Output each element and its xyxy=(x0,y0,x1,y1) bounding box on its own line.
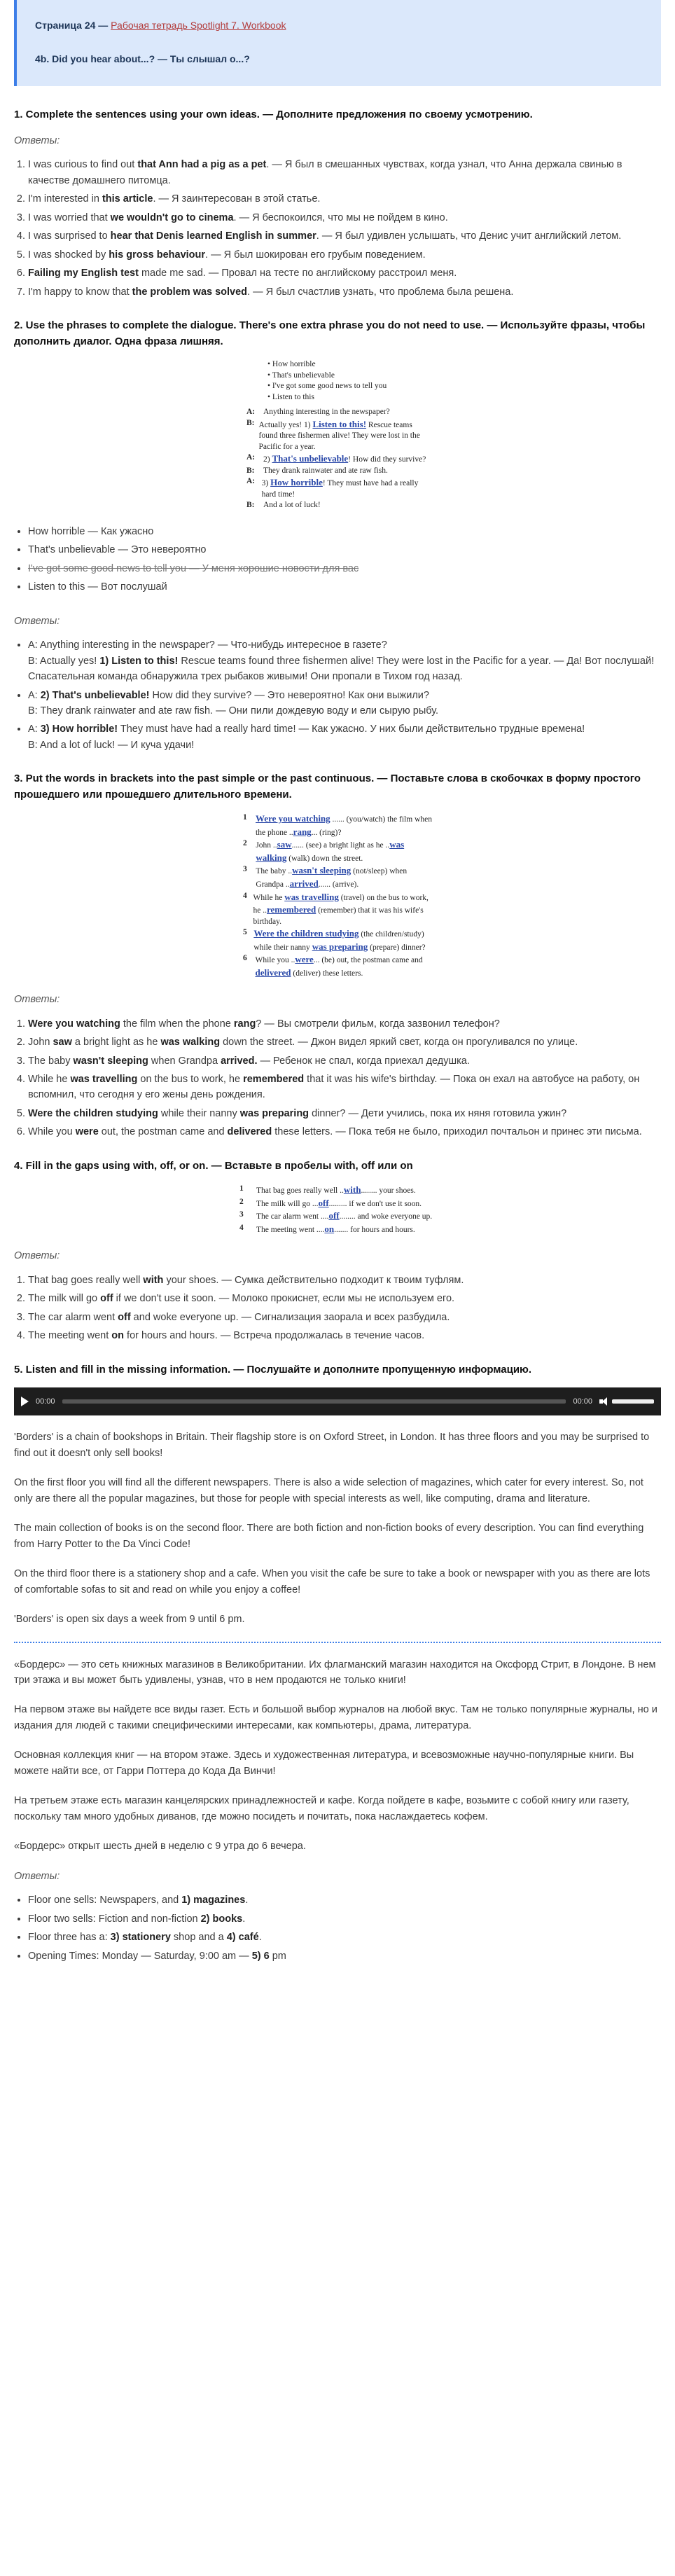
text-span: (remember) that it was his wife's birthday. xyxy=(253,906,424,926)
answer-item xyxy=(28,1291,661,1306)
exercise-text xyxy=(256,1184,416,1197)
phrase-option-text: How horrible xyxy=(272,360,316,369)
speaker-label: A: xyxy=(246,453,256,462)
answer-item xyxy=(28,1072,661,1103)
answers-label: Ответы: xyxy=(14,134,60,146)
answer-bold: with xyxy=(143,1274,164,1286)
text-span: The baby .. xyxy=(256,867,293,876)
answer-bold: his gross behaviour xyxy=(109,249,206,261)
answer-item xyxy=(28,284,661,300)
speaker-label: B: xyxy=(246,466,255,475)
handwritten-answer: arrived xyxy=(289,878,319,889)
handwritten-answer: That's unbelievable xyxy=(272,453,349,464)
text-span: How did they survive? — Это невероятно! Как они выжили? xyxy=(149,689,429,701)
dialogue-answer xyxy=(28,721,661,753)
answer-bold: 5) 6 xyxy=(251,1950,270,1962)
answer-bold: was walking xyxy=(160,1037,221,1048)
answer-item xyxy=(28,1273,661,1288)
text-span: while their nanny xyxy=(158,1107,240,1119)
task-3 xyxy=(14,771,661,1140)
text-span: ...... (see) a bright light as he .. xyxy=(291,841,390,850)
text-span: ........ your shoes. xyxy=(361,1186,416,1196)
answer-bold: 1) Listen to this! xyxy=(99,655,179,667)
text-span: While he xyxy=(253,893,285,902)
item-number: 2 xyxy=(243,839,247,848)
speaker-label: A: xyxy=(246,477,256,486)
exercise-line xyxy=(243,891,432,928)
text-span: . — Я был шокирован его грубым поведением. xyxy=(205,249,426,261)
text-span: — Ребенок не спал, когда приехал дедушка. xyxy=(257,1055,470,1067)
answer-bold: was preparing xyxy=(239,1107,309,1119)
text-span: 2) xyxy=(263,455,272,464)
item-number: 1 xyxy=(243,813,247,822)
text-span: B: They drank rainwater and ate raw fish. — Они пили дождевую воду и ели сырую рыбу. xyxy=(28,705,439,717)
dialogue-text xyxy=(259,418,429,453)
text-span: (prepare) dinner? xyxy=(368,943,426,952)
task-3-workbook-image xyxy=(14,812,661,979)
text-span: these letters. — Пока тебя не было, приходил почтальон и принес эти письма. xyxy=(272,1126,642,1138)
answer-item xyxy=(28,1930,661,1945)
text-span: if we don't use it soon. — Молоко прокиснет, если мы не используем его. xyxy=(113,1293,455,1305)
exercise-text xyxy=(255,953,432,979)
item-number: 6 xyxy=(243,954,247,963)
text-span: ........ and woke everyone up. xyxy=(339,1212,433,1221)
handwritten-answer: was walking xyxy=(256,839,405,863)
dialogue-text xyxy=(263,407,390,418)
line-a xyxy=(28,688,661,703)
volume-control[interactable] xyxy=(599,1397,654,1406)
handwritten-answer: on xyxy=(324,1223,335,1234)
task-3-title: 3. Put the words in brackets into the past simple or the past continuous. — Поставьте слова в скобочках в форму простого прошедшего или прошедшего длительного времени. xyxy=(14,773,641,801)
text-span: They drank rainwater and ate raw fish. xyxy=(263,466,388,475)
text-span: Rescue teams found three fishermen alive! They were lost in the Pacific for a year. xyxy=(258,420,420,451)
speaker-label: A: xyxy=(246,408,256,417)
text-span: A: xyxy=(28,723,41,735)
task-1-answers xyxy=(14,157,661,300)
dialogue-text xyxy=(263,466,388,477)
phrase-text: That's unbelievable — Это невероятно xyxy=(28,544,207,556)
text-span: . — Я заинтересован в этой статье. xyxy=(153,193,321,205)
divider xyxy=(14,1642,661,1643)
answer-item xyxy=(28,191,661,207)
answer-item xyxy=(28,1948,661,1964)
phrase-text: How horrible — Как ужасно xyxy=(28,525,154,537)
text-span: (deliver) these letters. xyxy=(291,969,363,978)
exercise-line xyxy=(243,927,432,953)
task-1 xyxy=(14,107,661,300)
handwritten-answer: with xyxy=(343,1184,361,1196)
volume-slider[interactable] xyxy=(612,1399,654,1404)
text-span: made me sad. — Провал на тесте по английскому расстроил меня. xyxy=(138,268,457,279)
handwritten-answer: off xyxy=(318,1197,329,1208)
phrase-box xyxy=(246,359,429,403)
answer-bold: delivered xyxy=(227,1126,272,1138)
phrase-item xyxy=(28,524,661,539)
text-span: and woke everyone up. — Сигнализация заорала и всех разбудила. xyxy=(130,1311,450,1323)
answers-label: Ответы: xyxy=(14,615,60,627)
exercise-text xyxy=(253,891,432,928)
exercise-text xyxy=(256,1223,415,1236)
task-4-answers xyxy=(14,1273,661,1344)
answer-item xyxy=(28,265,661,281)
answer-bold: Were you watching xyxy=(28,1018,120,1030)
answer-item xyxy=(28,1016,661,1032)
text-span: on the bus to work, he xyxy=(137,1074,244,1085)
answer-item xyxy=(28,1310,661,1325)
text-span: The meeting went xyxy=(28,1330,112,1342)
page-header xyxy=(14,0,661,86)
item-number: 2 xyxy=(239,1197,244,1206)
answer-item xyxy=(28,1911,661,1927)
exercise-line xyxy=(243,838,432,864)
text-span: The milk will go xyxy=(28,1293,101,1305)
dialogue-text xyxy=(262,476,429,500)
handwritten-answer: Were the children studying xyxy=(253,928,359,939)
text-span: While you .. xyxy=(255,956,295,965)
item-number: 4 xyxy=(243,891,247,900)
text-span: the film when the phone xyxy=(120,1018,234,1030)
text-span: shop and a xyxy=(170,1932,227,1944)
answer-bold: off xyxy=(118,1311,131,1323)
handwritten-answer: How horrible xyxy=(270,477,323,488)
text-span: B: Actually yes! xyxy=(28,655,100,667)
task-2 xyxy=(14,318,661,753)
answer-item xyxy=(28,1106,661,1121)
exercise-scan xyxy=(239,1184,436,1235)
handwritten-answer: saw xyxy=(277,839,292,850)
text-span: I was worried that xyxy=(28,212,111,223)
dialogue-line xyxy=(246,452,429,466)
text-span: Opening Times: Monday — Saturday, 9:00 am — xyxy=(28,1950,252,1962)
text-span: ... (ring)? xyxy=(311,828,342,837)
english-paragraph: 'Borders' is open six days a week from 9 until 6 pm. xyxy=(14,1614,245,1626)
task-5-title: 5. Listen and fill in the missing information. — Послушайте и дополните пропущенную информацию. xyxy=(14,1363,532,1376)
dialogue-answer xyxy=(28,688,661,719)
text-span: The car alarm went .... xyxy=(256,1212,329,1221)
text-span: Rescue teams found three fishermen alive! They were lost in the Pacific for a year. — Да! Вот послушай! Спасательная команда обнаружила трех рыбаков живыми! Они пропали в Тихом год назад. xyxy=(28,655,655,683)
text-span: dinner? — Дети учились, пока их няня готовила ужин? xyxy=(309,1107,567,1119)
phrase-item xyxy=(28,579,661,595)
answer-bold: this article xyxy=(102,193,153,205)
text-span: pm xyxy=(269,1950,286,1962)
answer-bold: was travelling xyxy=(70,1074,138,1085)
phrase-text: I've got some good news to tell you — У меня хорошие новости для вас xyxy=(28,562,359,574)
exercise-line xyxy=(239,1223,436,1236)
audio-duration: 00:00 xyxy=(573,1397,592,1406)
english-paragraph: On the first floor you will find all the different newspapers. There is also a wide selection of magazines, which cater for every interest. So, not only are there all the popular magazines, but those for people with special interests as well, like computing, drama and literature. xyxy=(14,1477,643,1504)
phrase-item xyxy=(28,542,661,558)
exercise-text xyxy=(253,927,432,953)
russian-paragraph: На первом этаже вы найдете все виды газет. Есть и большой выбор журналов на любой вкус. Там не только популярные журналы, но и издания для людей с такими специфическими интересами, как компьютеры, драма, литература. xyxy=(14,1704,657,1731)
answer-bold: remembered xyxy=(243,1074,305,1085)
header-page-prefix: Страница 24 — xyxy=(35,20,111,31)
dialogue-line xyxy=(246,476,429,500)
task-5 xyxy=(14,1362,661,1964)
text-span: The milk will go ... xyxy=(256,1199,319,1208)
answer-bold: off xyxy=(100,1293,113,1305)
answer-bold: Failing my English test xyxy=(28,268,139,279)
english-paragraph: 'Borders' is a chain of bookshops in Britain. Their flagship store is on Oxford Street, in London. It has three floors and you may be surprised to find out it doesn't only sell books! xyxy=(14,1432,650,1459)
text-span: (travel) on the bus to work, he .. xyxy=(253,893,429,915)
text-span: out, the postman came and xyxy=(98,1126,228,1138)
handwritten-answer: was travelling xyxy=(284,891,339,902)
task-2-answers xyxy=(14,637,661,753)
text-span: Floor three has a: xyxy=(28,1932,111,1944)
answer-bold: the problem was solved xyxy=(132,286,248,298)
dialogue-text xyxy=(263,500,321,511)
text-span: Anything interesting in the newspaper? xyxy=(263,408,390,417)
dialogue-line xyxy=(246,466,429,477)
text-span: Actually yes! 1) xyxy=(258,420,313,429)
text-span: a bright light as he xyxy=(71,1037,161,1048)
answer-item xyxy=(28,210,661,226)
answer-item xyxy=(28,1053,661,1069)
task-4-workbook-image xyxy=(14,1184,661,1235)
text-span: that it was his wife's birthday. — Пока он ехал на автобусе на работу, он вспомнил, что сегодня у его жены день рождения. xyxy=(28,1074,640,1101)
text-span: A: Anything interesting in the newspaper? — Что-нибудь интересное в газете? xyxy=(28,639,387,651)
russian-paragraph: На третьем этаже есть магазин канцелярских принадлежностей и кафе. Когда пойдете в кафе, возьмите с собой книгу или газету, поскольку там много удобных диванов, где можно посидеть и почитать, пока наслаждаетесь кофем. xyxy=(14,1795,629,1822)
exercise-text xyxy=(256,1210,432,1223)
text-span: ! They must have had a really hard time! xyxy=(261,479,419,499)
answer-bold: on xyxy=(111,1330,125,1342)
text-span: . — Я был удивлен услышать, что Денис учит английский летом. xyxy=(316,230,622,242)
answer-bold: arrived. xyxy=(221,1055,258,1067)
exercise-text xyxy=(256,1197,422,1210)
text-span: While you xyxy=(28,1126,76,1138)
text-span: That bag goes really well .. xyxy=(256,1186,344,1196)
answer-bold: 3) How horrible! xyxy=(40,723,118,735)
text-span: . xyxy=(258,1932,262,1944)
phrase-item xyxy=(28,561,661,576)
task-2-title: 2. Use the phrases to complete the dialogue. There's one extra phrase you do not need to use. — Используйте фразы, чтобы дополнить диалог. Одна фраза лишняя. xyxy=(14,319,646,347)
phrase-option: • I've got some good news to tell you xyxy=(267,382,387,391)
english-paragraph: The main collection of books is on the second floor. There are both fiction and non-fiction books of every description. You can find everything from Harry Potter to the Da Vinci Code! xyxy=(14,1523,644,1550)
dialogue-line xyxy=(246,407,429,418)
answer-item xyxy=(28,228,661,244)
dialogue-text xyxy=(263,452,426,466)
handwritten-answer: was preparing xyxy=(312,941,368,952)
task-3-answers xyxy=(14,1016,661,1140)
line-b xyxy=(28,738,661,753)
audio-progress-bar[interactable] xyxy=(62,1399,566,1404)
exercise-line xyxy=(243,812,432,838)
text-span: B: And a lot of luck! — И куча удачи! xyxy=(28,739,195,751)
exercise-line xyxy=(239,1197,436,1210)
line-b xyxy=(28,703,661,719)
russian-text xyxy=(14,1657,661,1855)
text-span: Floor one sells: Newspapers, and xyxy=(28,1895,182,1906)
lesson-subtitle: 4b. Did you hear about...? — Ты слышал о...? xyxy=(35,53,250,64)
handwritten-answer: rang xyxy=(293,826,312,837)
exercise-line xyxy=(239,1210,436,1223)
text-span: ...... (arrive). xyxy=(318,880,359,889)
answer-bold: 3) stationery xyxy=(110,1932,171,1944)
text-span: ! How did they survive? xyxy=(348,455,426,464)
dialogue-line xyxy=(246,500,429,511)
text-span: And a lot of luck! xyxy=(263,501,321,510)
workbook-link[interactable]: Рабочая тетрадь Spotlight 7. Workbook xyxy=(111,20,286,31)
text-span: A: xyxy=(28,689,41,701)
answers-label: Ответы: xyxy=(14,1870,60,1882)
task-2-workbook-image xyxy=(14,359,661,511)
phrase-option: • That's unbelievable xyxy=(267,371,335,380)
russian-paragraph: «Бордерс» — это сеть книжных магазинов в Великобритании. Их флагманский магазин находится на Оксфорд Стрит, в Лондоне. В нем три этажа и вы может быть удивлены, узнав, что в нем продаются не только книги! xyxy=(14,1659,656,1686)
answer-bold: wasn't sleeping xyxy=(73,1055,148,1067)
header-title xyxy=(35,18,644,34)
item-number: 3 xyxy=(243,865,247,874)
text-span: ... (be) out, the postman came and xyxy=(313,956,423,965)
text-span: I was curious to find out xyxy=(28,159,138,171)
task-2-phrase-list xyxy=(14,524,661,595)
answer-bold: saw xyxy=(53,1037,72,1048)
speaker-icon[interactable] xyxy=(599,1397,609,1406)
text-span: when Grandpa xyxy=(148,1055,221,1067)
answer-bold: Were the children studying xyxy=(28,1107,158,1119)
answer-item xyxy=(28,247,661,263)
exercise-text xyxy=(256,812,432,838)
russian-paragraph: «Бордерс» открыт шесть дней в неделю с 9 утра до 6 вечера. xyxy=(14,1841,306,1853)
answers-label: Ответы: xyxy=(14,994,60,1006)
text-span: . xyxy=(245,1895,249,1906)
task-1-title: 1. Complete the sentences using your own ideas. — Дополните предложения по своему усмотрению. xyxy=(14,109,533,121)
text-span: 3) xyxy=(261,479,271,488)
handwritten-answer: Listen to this! xyxy=(312,418,367,429)
text-span: your shoes. — Сумка действительно подходит к твоим туфлям. xyxy=(163,1274,464,1286)
exercise-line xyxy=(243,953,432,979)
speaker-label: B: xyxy=(246,418,255,427)
text-span: ......... if we don't use it soon. xyxy=(328,1199,422,1208)
answer-bold: rang xyxy=(233,1018,256,1030)
russian-paragraph: Основная коллекция книг — на втором этаже. Здесь и художественная литература, и всевозможные научно-популярные книги. Вы можете найти все, от Гарри Поттера до Кода Да Винчи! xyxy=(14,1750,634,1777)
text-span: for hours and hours. — Встреча продолжалась в течение часов. xyxy=(124,1330,425,1342)
text-span: (the children/study) while their nanny xyxy=(253,930,424,952)
text-span: ? — Вы смотрели фильм, когда зазвонил телефон? xyxy=(256,1018,500,1030)
text-span: . xyxy=(242,1913,246,1925)
dialogue-lines xyxy=(246,407,429,511)
task-4 xyxy=(14,1158,661,1344)
item-number: 3 xyxy=(239,1210,244,1219)
answer-bold: 2) books xyxy=(200,1913,243,1925)
dialogue-answer xyxy=(28,637,661,684)
answer-item xyxy=(28,1892,661,1908)
text-span: John xyxy=(28,1037,53,1048)
answer-item xyxy=(28,1124,661,1140)
text-span: John .. xyxy=(256,841,277,850)
answer-bold: we wouldn't go to cinema xyxy=(110,212,234,223)
text-span: . — Я беспокоился, что мы не пойдем в кино. xyxy=(233,212,448,223)
handwritten-answer: wasn't sleeping xyxy=(292,865,352,876)
line-b xyxy=(28,653,661,685)
phrase-option-text: I've got some good news to tell you xyxy=(272,382,387,391)
speaker-label: B: xyxy=(246,501,255,510)
handwritten-answer: delivered xyxy=(255,967,291,978)
english-paragraph: On the third floor there is a stationery shop and a cafe. When you visit the cafe be sure to take a book or newspaper with you as there are lots of comfortable sofas to sit and read on while you enjoy a coffee! xyxy=(14,1568,650,1595)
text-span: That bag goes really well xyxy=(28,1274,144,1286)
text-span: They must have had a really hard time! — Как ужасно. У них были действительно трудные времена! xyxy=(118,723,585,735)
exercise-scan xyxy=(243,812,432,979)
phrase-option: • How horrible xyxy=(267,360,316,369)
text-span: (not/sleep) when Grandpa .. xyxy=(256,867,408,889)
text-span: I'm happy to know that xyxy=(28,286,132,298)
text-span: The car alarm went xyxy=(28,1311,118,1323)
task-5-answers xyxy=(14,1892,661,1964)
answer-item xyxy=(28,157,661,188)
exercise-text xyxy=(256,864,432,890)
text-span: . — Я был счастлив узнать, что проблема была решена. xyxy=(247,286,514,298)
answer-bold: hear that Denis learned English in summer xyxy=(110,230,316,242)
play-icon[interactable] xyxy=(21,1397,29,1406)
line-a xyxy=(28,721,661,737)
task-4-title: 4. Fill in the gaps using with, off, or on. — Вставьте в пробелы with, off или on xyxy=(14,1159,413,1172)
exercise-text xyxy=(256,838,432,864)
dialogue-line xyxy=(246,418,429,453)
exercise-line xyxy=(243,864,432,890)
text-span: The baby xyxy=(28,1055,74,1067)
answer-bold: were xyxy=(75,1126,99,1138)
answer-bold: 2) That's unbelievable! xyxy=(40,689,150,701)
answer-bold: that Ann had a pig as a pet xyxy=(137,159,267,171)
text-span: ....... for hours and hours. xyxy=(334,1225,415,1234)
text-span: ...... (you/watch) the film when the phone .. xyxy=(256,815,432,837)
phrase-option-text: That's unbelievable xyxy=(272,371,335,380)
handwritten-answer: remembered xyxy=(267,904,316,915)
phrase-text: Listen to this — Вот послушай xyxy=(28,581,167,593)
phrase-option-text: Listen to this xyxy=(272,392,314,401)
item-number: 4 xyxy=(239,1223,244,1232)
text-span: I was shocked by xyxy=(28,249,109,261)
handwritten-answer: were xyxy=(295,954,314,965)
text-span: The meeting went .... xyxy=(256,1225,325,1234)
answers-label: Ответы: xyxy=(14,1250,60,1262)
audio-player xyxy=(14,1387,661,1415)
handwritten-answer: off xyxy=(328,1210,340,1221)
handwritten-answer: Were you watching xyxy=(256,813,330,824)
phrase-option: • Listen to this xyxy=(267,392,314,401)
dialogue-scan xyxy=(246,359,429,511)
text-span: . — Я был в смешанных чувствах, когда узнал, что Анна держала свинью в качестве домашнего питомца. xyxy=(28,159,622,186)
english-text xyxy=(14,1429,661,1627)
text-span: While he xyxy=(28,1074,71,1085)
answer-item xyxy=(28,1328,661,1343)
text-span: (walk) down the street. xyxy=(286,854,363,863)
item-number: 1 xyxy=(239,1184,244,1193)
answer-bold: 4) café xyxy=(226,1932,259,1944)
exercise-line xyxy=(239,1184,436,1197)
text-span: Floor two sells: Fiction and non-fiction xyxy=(28,1913,201,1925)
text-span: I'm interested in xyxy=(28,193,102,205)
text-span: I was surprised to xyxy=(28,230,111,242)
text-span: down the street. — Джон видел яркий свет, когда он прогуливался по улице. xyxy=(220,1037,578,1048)
answer-item xyxy=(28,1034,661,1050)
answer-bold: 1) magazines xyxy=(181,1895,246,1906)
line-a xyxy=(28,637,661,653)
audio-current-time: 00:00 xyxy=(36,1397,55,1406)
item-number: 5 xyxy=(243,928,247,937)
